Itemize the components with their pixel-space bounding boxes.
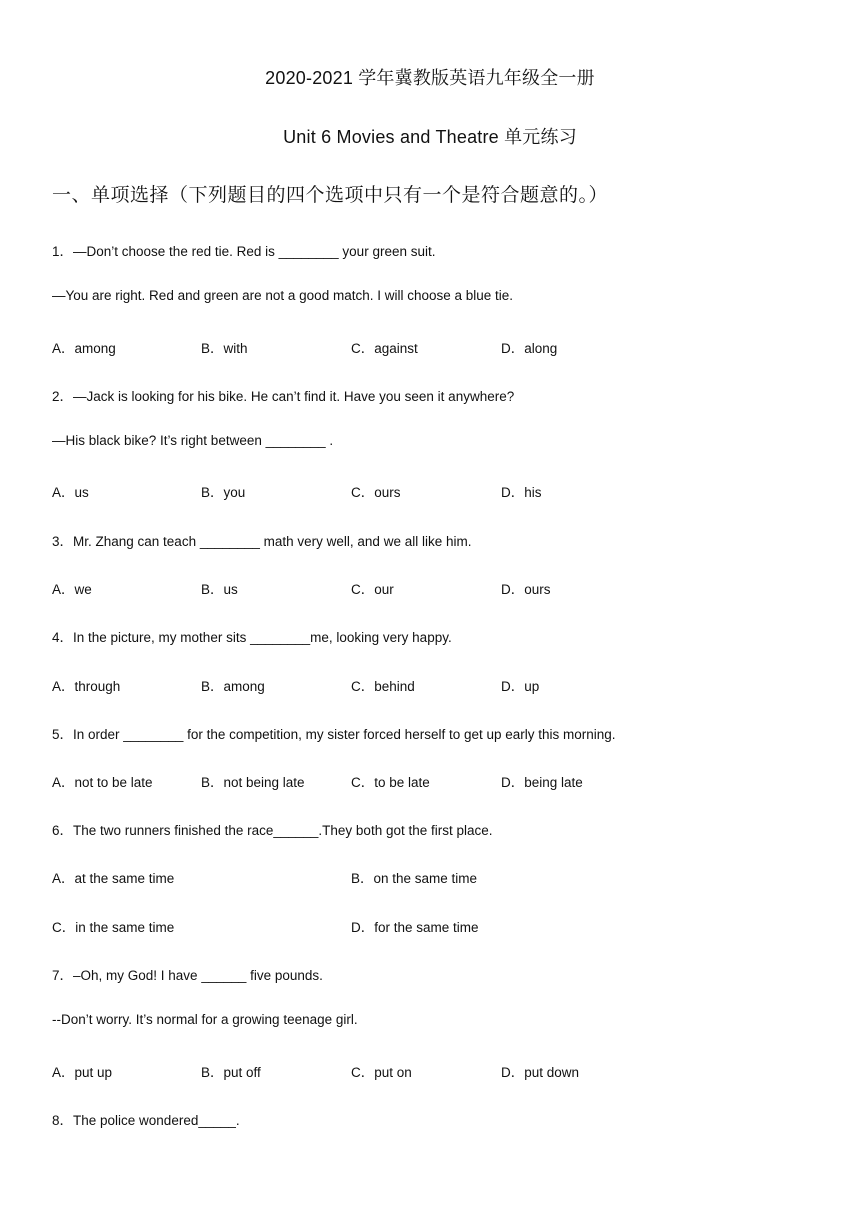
question-6-option-a: A．at the same time — [52, 871, 175, 886]
question-7-option-c: C．put on — [351, 1065, 412, 1080]
document-title: 2020-2021 学年冀教版英语九年级全一册 — [265, 68, 595, 88]
question-1-option-a: A．among — [52, 341, 116, 356]
question-3-option-c: C．our — [351, 582, 394, 597]
question-2-option-c: C．ours — [351, 485, 401, 500]
question-8-line-1: 8．The police wondered_____. — [52, 1113, 240, 1128]
question-7-option-d: D．put down — [501, 1065, 580, 1080]
question-3-option-a: A．we — [52, 582, 92, 597]
question-3-line-1: 3．Mr. Zhang can teach ________ math very well, and we all like him. — [52, 534, 472, 549]
question-7-line-1: 7．–Oh, my God! I have ______ five pounds. — [52, 968, 323, 983]
question-1-option-c: C．against — [351, 341, 418, 356]
question-4-option-a: A．through — [52, 679, 121, 694]
question-5-option-c: C．to be late — [351, 775, 430, 790]
question-4-option-d: D．up — [501, 679, 540, 694]
question-2-option-d: D．his — [501, 485, 542, 500]
question-2-option-a: A．us — [52, 485, 89, 500]
question-4-line-1: 4．In the picture, my mother sits ________me, looking very happy. — [52, 630, 452, 645]
question-6-option-d: D．for the same time — [351, 920, 479, 935]
question-1-line-2: —You are right. Red and green are not a good match. I will choose a blue tie. — [52, 288, 514, 303]
question-7-option-b: B．put off — [201, 1065, 261, 1080]
question-5-option-a: A．not to be late — [52, 775, 153, 790]
question-2-line-1: 2．—Jack is looking for his bike. He can’t find it. Have you seen it anywhere? — [52, 389, 515, 404]
question-5-option-d: D．being late — [501, 775, 583, 790]
question-1-line-1: 1．—Don’t choose the red tie. Red is ________ your green suit. — [52, 244, 436, 259]
question-3-option-d: D．ours — [501, 582, 551, 597]
question-3-option-b: B．us — [201, 582, 238, 597]
section-heading: 一、单项选择（下列题目的四个选项中只有一个是符合题意的。） — [52, 185, 609, 206]
question-1-option-d: D．along — [501, 341, 558, 356]
question-6-line-1: 6．The two runners finished the race______.They both got the first place. — [52, 823, 493, 838]
question-5-line-1: 5．In order ________ for the competition, my sister forced herself to get up early this morning. — [52, 727, 616, 742]
question-4-option-b: B．among — [201, 679, 265, 694]
question-6-option-b: B．on the same time — [351, 871, 478, 886]
question-4-option-c: C．behind — [351, 679, 415, 694]
question-1-option-b: B．with — [201, 341, 248, 356]
question-5-option-b: B．not being late — [201, 775, 305, 790]
document-subtitle: Unit 6 Movies and Theatre 单元练习 — [283, 127, 577, 147]
question-7-option-a: A．put up — [52, 1065, 113, 1080]
question-2-line-2: —His black bike? It’s right between ________ . — [52, 433, 334, 448]
question-7-line-2: --Don’t worry. It’s normal for a growing teenage girl. — [52, 1012, 358, 1027]
question-6-option-c: C．in the same time — [52, 920, 175, 935]
question-2-option-b: B．you — [201, 485, 246, 500]
